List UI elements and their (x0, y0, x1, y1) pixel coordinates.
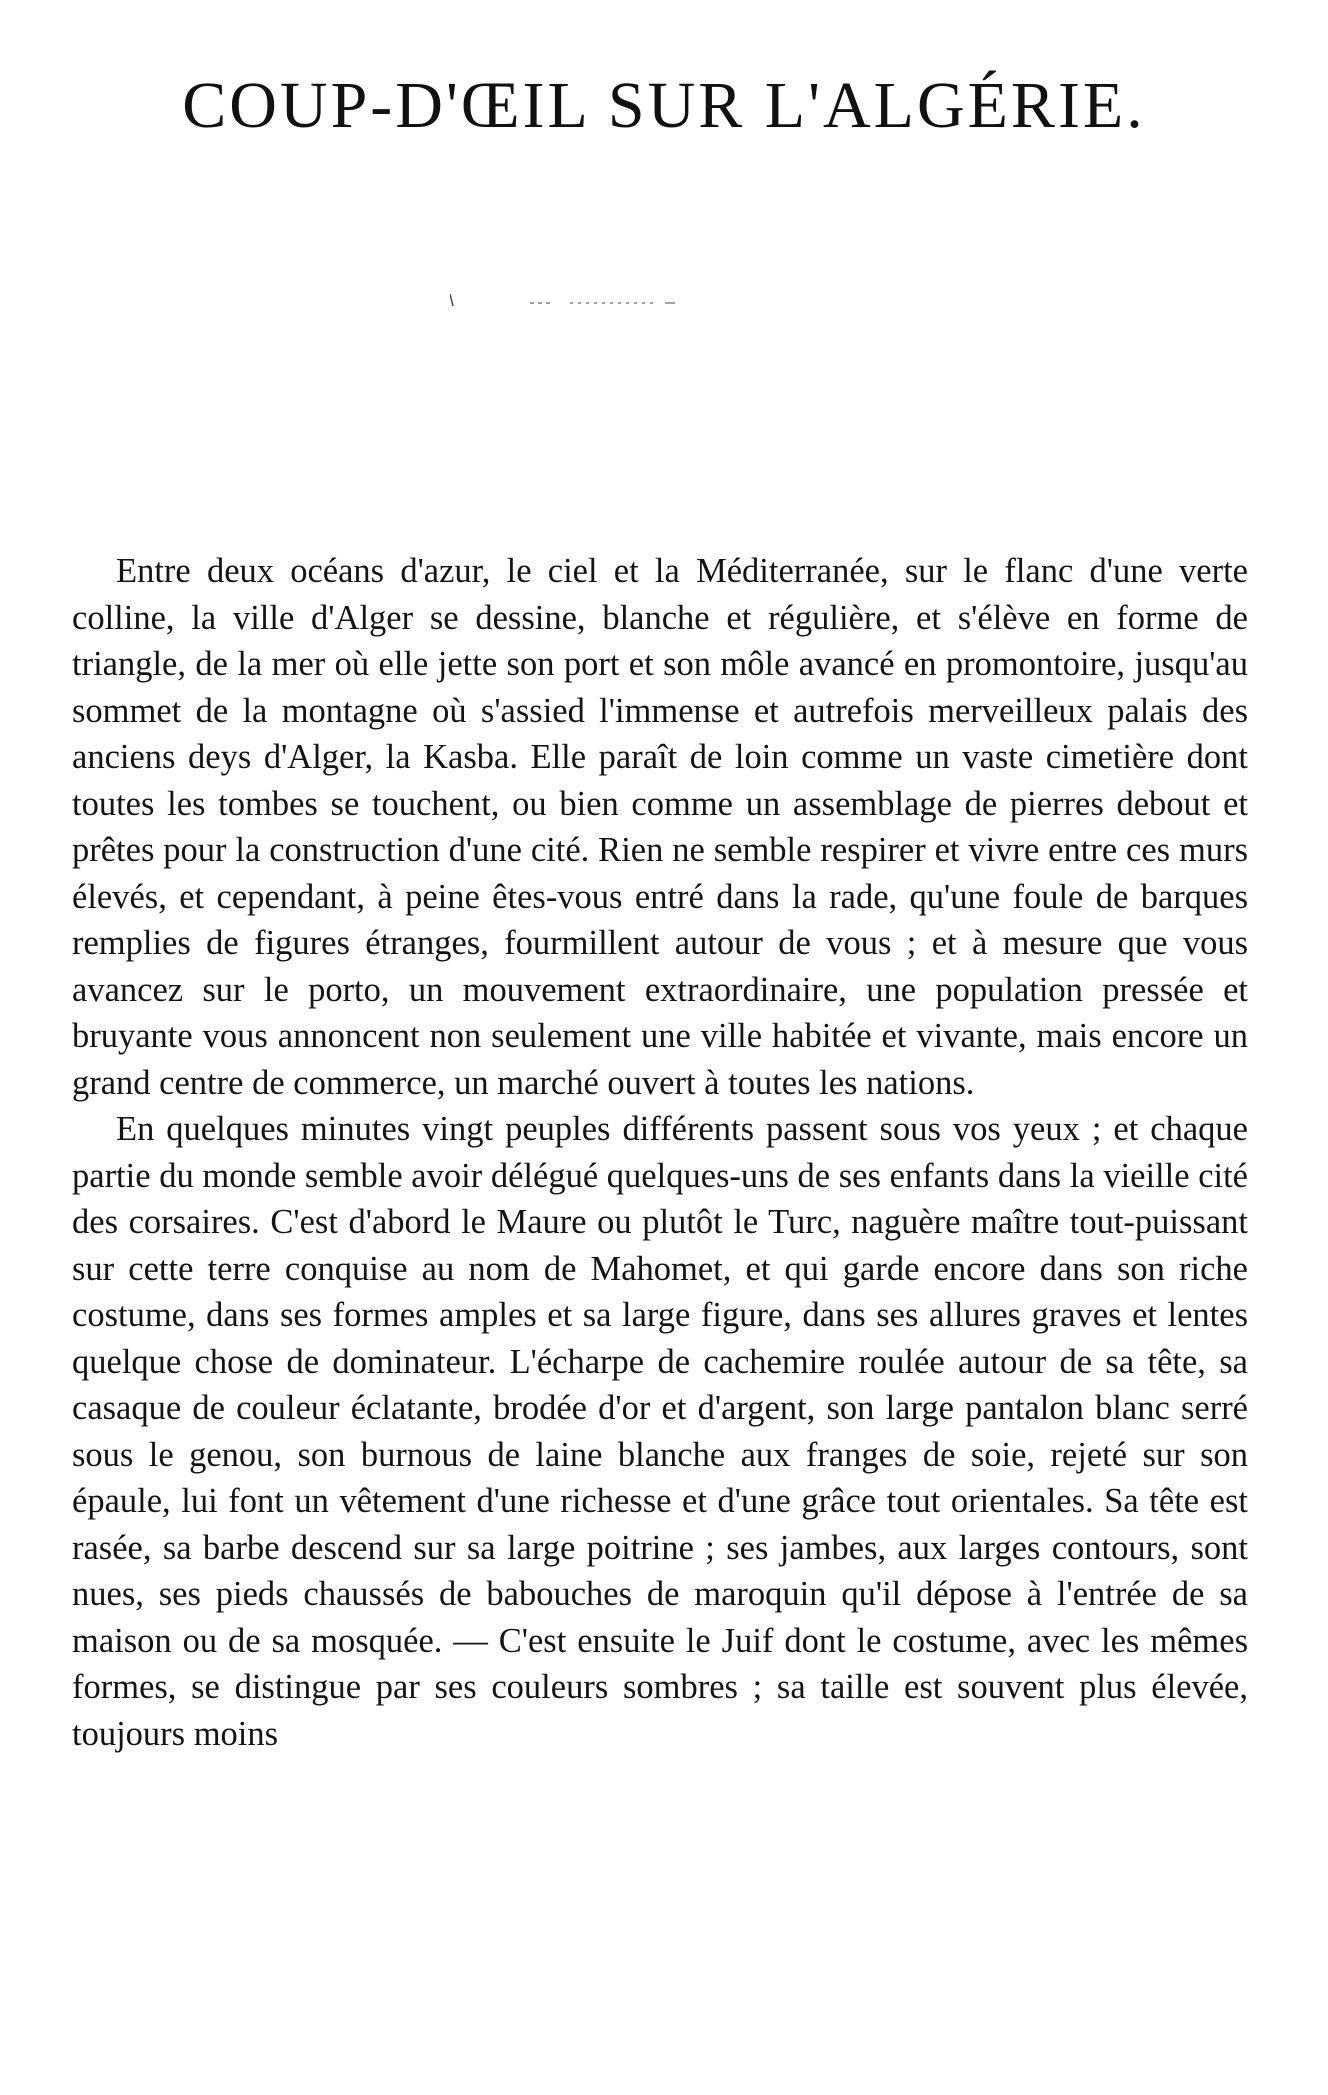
decorative-separator (450, 292, 770, 312)
chapter-title: COUP-D'ŒIL SUR L'ALGÉRIE. (182, 69, 1146, 142)
paragraph-1: Entre deux océans d'azur, le ciel et la Méditerranée, sur le flanc d'une verte colline, la ville d'Alger se dessine, blanche et régulière, et s'élève en forme de triangle, de la mer où elle jette son port et son môle avancé en promontoire, jusqu'au sommet de la montagne où s'assied l'immense et autrefois merveilleux palais des anciens deys d'Alger, la Kasba. Elle paraît de loin comme un vaste cimetière dont toutes les tombes se touchent, ou bien comme un assemblage de pierres debout et prêtes pour la construction d'une cité. Rien ne semble respirer et vivre entre ces murs élevés, et cependant, à peine êtes-vous entré dans la rade, qu'une foule de barques remplies de figures étranges, fourmillent autour de vous ; et à mesure que vous avancez sur le porto, un mouvement extraordinaire, une population pressée et bruyante vous annoncent non seulement une ville habitée et vivante, mais encore un grand centre de commerce, un marché ouvert à toutes les nations. (72, 552, 1248, 1102)
body-text (72, 548, 1248, 1757)
paragraph-2: En quelques minutes vingt peuples différents passent sous vos yeux ; et chaque partie du monde semble avoir délégué quelques-uns de ses enfants dans la vieille cité des corsaires. C'est d'abord le Maure ou plutôt le Turc, naguère maître tout-puissant sur cette terre conquise au nom de Mahomet, et qui garde encore dans son riche costume, dans ses formes amples et sa large figure, dans ses allures graves et lentes quelque chose de dominateur. L'écharpe de cachemire roulée autour de sa tête, sa casaque de couleur éclatante, brodée d'or et d'argent, son large pantalon blanc serré sous le genou, son burnous de laine blanche aux franges de soie, rejeté sur son épaule, lui font un vêtement d'une richesse et d'une grâce tout orientales. Sa tête est rasée, sa barbe descend sur sa large poitrine ; ses jambes, aux larges contours, sont nues, ses pieds chaussés de babouches de maroquin qu'il dépose à l'entrée de sa maison ou de sa mosquée. — C'est ensuite le Juif dont le costume, avec les mêmes formes, se distingue par ses couleurs sombres ; sa taille est souvent plus élevée, toujours moins (72, 1110, 1248, 1753)
